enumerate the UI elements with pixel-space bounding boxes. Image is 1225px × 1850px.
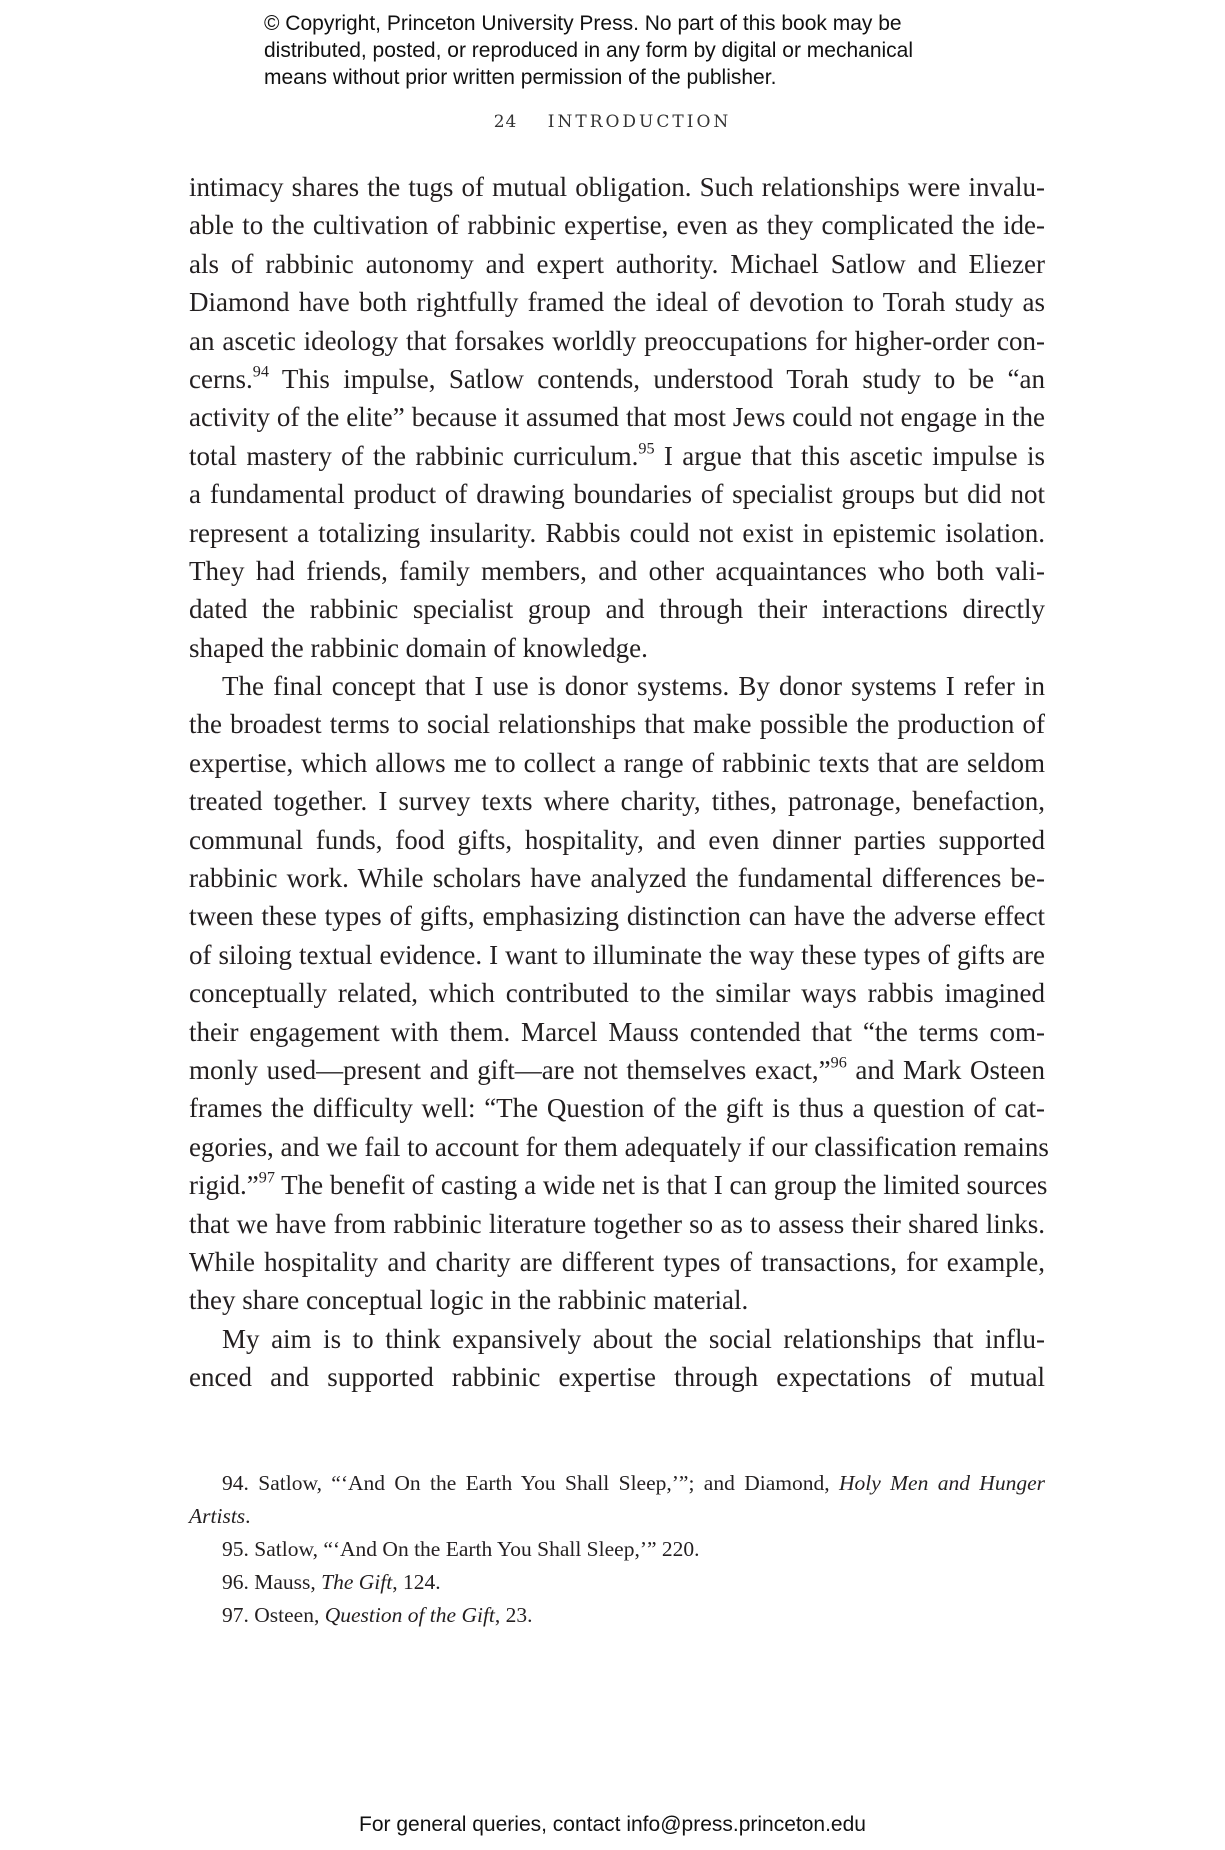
text-run: The benefit of casting a wide net is that I can group the limited sources bbox=[274, 1170, 1048, 1201]
footnote-94 bbox=[189, 1467, 1045, 1500]
text-line: communal funds, food gifts, hospitality, and even dinner parties supported bbox=[189, 824, 1045, 855]
text-line: an ascetic ideology that forsakes worldly preoccupations for higher-order con- bbox=[189, 325, 1045, 356]
text-line: Diamond have both rightfully framed the ideal of devotion to Torah study as bbox=[189, 287, 1045, 318]
text-run: total mastery of the rabbinic curriculum. bbox=[189, 440, 639, 471]
text-line: als of rabbinic autonomy and expert authority. Michael Satlow and Eliezer bbox=[189, 248, 1045, 279]
footnote-ref-97[interactable]: 97 bbox=[258, 1168, 275, 1187]
text-line: that we have from rabbinic literature together so as to assess their shared links. bbox=[189, 1208, 1045, 1239]
text-line: enced and supported rabbinic expertise through expectations of mutual bbox=[189, 1362, 1045, 1393]
copyright-line: distributed, posted, or reproduced in any form by digital or mechanical bbox=[264, 39, 914, 62]
text-line: the broadest terms to social relationships that make possible the production of bbox=[189, 709, 1045, 740]
footnote-96 bbox=[189, 1566, 1045, 1599]
section-title: INTRODUCTION bbox=[547, 112, 732, 132]
text-line: tween these types of gifts, emphasizing distinction can have the adverse effect bbox=[189, 901, 1045, 932]
text-line: intimacy shares the tugs of mutual obligation. Such relationships were invalu- bbox=[189, 172, 1045, 202]
copyright-notice bbox=[264, 10, 984, 91]
text-line bbox=[189, 1166, 1048, 1204]
footnote-ref-94[interactable]: 94 bbox=[252, 362, 269, 381]
text-line bbox=[189, 437, 1045, 475]
text-run: cerns. bbox=[189, 363, 253, 394]
body-text bbox=[189, 168, 1049, 1397]
footnotes bbox=[189, 1467, 1045, 1632]
text-line: able to the cultivation of rabbinic expertise, even as they complicated the ide- bbox=[189, 210, 1045, 241]
text-line: represent a totalizing insularity. Rabbis could not exist in epistemic isolation. bbox=[189, 517, 1045, 548]
copyright-line: © Copyright, Princeton University Press. No part of this book may be bbox=[264, 12, 902, 35]
footnote-text: 97. Osteen, bbox=[222, 1603, 325, 1627]
footer-contact: For general queries, contact info@press.princeton.edu bbox=[359, 1813, 866, 1836]
text-line: rabbinic work. While scholars have analyzed the fundamental differences be- bbox=[189, 863, 1045, 894]
text-run: monly used—present and gift—are not themselves exact,” bbox=[189, 1054, 831, 1085]
text-line: dated the rabbinic specialist group and through their interactions directly bbox=[189, 594, 1045, 625]
text-line: My aim is to think expansively about the social relationships that influ- bbox=[222, 1323, 1045, 1354]
footnote-text: 96. Mauss, bbox=[222, 1570, 322, 1594]
footnote-95: 95. Satlow, “‘And On the Earth You Shall Sleep,’” 220. bbox=[222, 1537, 700, 1561]
text-line: of siloing textual evidence. I want to illuminate the way these types of gifts are bbox=[189, 939, 1045, 970]
footnote-text: . bbox=[245, 1504, 251, 1528]
footnote-title: The Gift bbox=[321, 1570, 393, 1594]
page-number: 24 bbox=[493, 112, 518, 132]
text-run: and Mark Osteen bbox=[846, 1054, 1045, 1085]
text-line bbox=[189, 1051, 1045, 1089]
text-line: activity of the elite” because it assumed that most Jews could not engage in the bbox=[189, 402, 1045, 433]
footnote-94-continued bbox=[189, 1500, 1045, 1533]
footnote-title: Holy Men and Hunger bbox=[838, 1471, 1045, 1495]
text-line: frames the difficulty well: “The Question of the gift is thus a question of cat- bbox=[189, 1093, 1045, 1124]
text-line: The final concept that I use is donor systems. By donor systems I refer in bbox=[222, 671, 1045, 702]
text-line: treated together. I survey texts where charity, tithes, patronage, benefaction, bbox=[189, 786, 1045, 817]
text-line: conceptually related, which contributed to the similar ways rabbis imagined bbox=[189, 978, 1045, 1009]
text-line: their engagement with them. Marcel Mauss contended that “the terms com- bbox=[189, 1016, 1045, 1047]
text-line: They had friends, family members, and other acquaintances who both vali- bbox=[189, 555, 1045, 586]
footnote-97 bbox=[189, 1599, 1045, 1632]
copyright-line: means without prior written permission of the publisher. bbox=[264, 66, 777, 89]
footnote-title: Artists bbox=[189, 1504, 246, 1528]
text-line: shaped the rabbinic domain of knowledge. bbox=[189, 632, 648, 663]
text-run: I argue that this ascetic impulse is bbox=[654, 440, 1045, 471]
text-run: rigid.” bbox=[189, 1170, 259, 1201]
footnote-ref-96[interactable]: 96 bbox=[830, 1053, 847, 1072]
footnote-text: , 23. bbox=[494, 1603, 533, 1627]
text-line: a fundamental product of drawing boundaries of specialist groups but did not bbox=[189, 479, 1045, 510]
footnote-text: 94. Satlow, “‘And On the Earth You Shall Sleep,’”; and Diamond, bbox=[222, 1471, 839, 1495]
text-line: While hospitality and charity are different types of transactions, for example, bbox=[189, 1246, 1045, 1277]
text-run: This impulse, Satlow contends, understood Torah study to be “an bbox=[268, 363, 1045, 394]
running-head bbox=[0, 112, 1225, 132]
footnote-title: Question of the Gift bbox=[324, 1603, 495, 1627]
footnote-ref-95[interactable]: 95 bbox=[638, 439, 655, 458]
text-line: expertise, which allows me to collect a range of rabbinic texts that are seldom bbox=[189, 747, 1045, 778]
text-line: they share conceptual logic in the rabbinic material. bbox=[189, 1285, 749, 1316]
text-line: egories, and we fail to account for them adequately if our classification remains bbox=[189, 1131, 1049, 1162]
text-line bbox=[189, 360, 1045, 398]
footnote-text: , 124. bbox=[392, 1570, 441, 1594]
